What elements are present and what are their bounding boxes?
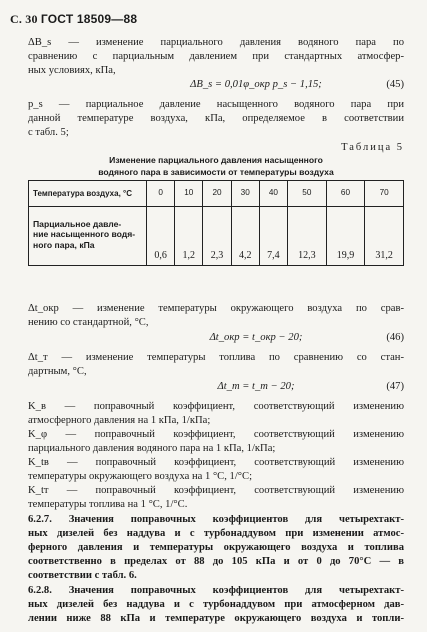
text-line: 6.2.8. Значения поправочных коэффициентов для четырехтакт- <box>28 585 404 596</box>
text-line: K_tт — поправочный коэффициент, соответствующий изменению <box>28 484 404 496</box>
table-row-pressure <box>29 207 404 266</box>
temp-cell: 60 <box>326 181 365 207</box>
pressure-cell: 31,2 <box>365 207 404 266</box>
row-label-line: ние насыщенного водя- <box>33 229 136 240</box>
coefficient-definitions <box>28 400 404 512</box>
text-line: K_tв — поправочный коэффициент, соответствующий изменению <box>28 456 404 468</box>
text-line: ферного давления и температуры окружающего воздуха и топлива <box>28 541 404 553</box>
text-line: температуры топлива на 1 °С, 1/°С. <box>28 498 188 510</box>
caption-line: водяного пара в зависимости от температуры воздуха <box>98 166 334 177</box>
text-line: K_φ — поправочный коэффициент, соответствующий изменению <box>28 428 404 440</box>
text-line: p_s — парциальное давление насыщенного водяного пара при <box>28 99 404 110</box>
table-row-temperature <box>29 181 404 207</box>
text-line: ных дизелей без наддува и с турбонаддувом при атмосферном дав- <box>28 598 404 610</box>
temp-cell: 0 <box>147 181 175 207</box>
text-line: ных условиях, кПа, <box>28 64 116 76</box>
equation-47 <box>28 380 404 396</box>
text-line: ΔB_s — изменение парциального давления водяного пара по <box>28 37 404 48</box>
table-5 <box>28 141 404 321</box>
pressure-cell: 19,9 <box>326 207 365 266</box>
ps-definition <box>28 98 404 140</box>
paragraph-6-2-7 <box>28 513 404 583</box>
text-line: данной температуре воздуха, кПа, определяемое в соответствии <box>28 112 404 124</box>
text-line: K_в — поправочный коэффициент, соответствующий изменению <box>28 401 404 412</box>
text-line: атмосферного давления на 1 кПа, 1/кПа; <box>28 414 211 426</box>
temp-cell: 40 <box>259 181 287 207</box>
pressure-cell: 2,3 <box>203 207 231 266</box>
text-line: нению со стандартной, °С, <box>28 316 149 328</box>
text-line: Δt_т — изменение температуры топлива по сравнению со стан- <box>28 352 404 363</box>
pressure-cell: 12,3 <box>288 207 327 266</box>
text-line: Δt_окр — изменение температуры окружающего воздуха по срав- <box>28 303 404 314</box>
standard-code: ГОСТ 18509—88 <box>40 12 138 26</box>
delta-b-definition <box>28 36 404 78</box>
equation-45 <box>28 78 404 94</box>
temp-cell: 10 <box>175 181 203 207</box>
row-label-line: Парциальное давле- <box>33 219 122 230</box>
text-line: соответствии с табл. 6. <box>28 569 137 581</box>
equation-number: (46) <box>386 332 404 343</box>
text-line: парциального давления водяного пара на 1 кПа, 1/кПа; <box>28 442 276 454</box>
pressure-cell: 1,2 <box>175 207 203 266</box>
pressure-cell: 4,2 <box>231 207 259 266</box>
paragraph-6-2-8 <box>28 584 404 626</box>
table-caption <box>28 155 404 178</box>
text-line: лении ниже 88 кПа и температуре окружающего воздуха и топли- <box>28 612 404 624</box>
equation-46 <box>28 331 404 347</box>
pressure-cell: 7,4 <box>259 207 287 266</box>
row-label <box>29 207 147 266</box>
equation-expression: Δt_окр = t_окр − 20; <box>209 332 303 343</box>
text-line: с табл. 5; <box>28 126 69 138</box>
temp-cell: 70 <box>365 181 404 207</box>
delta-t-t-definition <box>28 351 404 379</box>
table-label: Таблица 5 <box>341 142 404 153</box>
page-header <box>10 12 137 28</box>
text-line: сравнению с парциальным давлением при стандартных атмосфер- <box>28 50 404 62</box>
data-table <box>28 180 404 266</box>
temp-cell: 50 <box>288 181 327 207</box>
text-line: соответственно в пределах от 88 до 105 кПа и от 0 до 70°С — в <box>28 555 404 567</box>
temp-cell: 20 <box>203 181 231 207</box>
text-line: дартным, °С, <box>28 365 87 377</box>
temp-cell: 30 <box>231 181 259 207</box>
equation-expression: Δt_т = t_т − 20; <box>217 381 295 392</box>
page-number: С. 30 <box>10 12 38 26</box>
text-line: ных дизелей без наддува и с турбонаддувом при изменении атмос- <box>28 527 404 539</box>
text-line: температуры окружающего воздуха на 1 °С, 1/°С; <box>28 470 253 482</box>
row-label: Температура воздуха, °С <box>29 181 147 207</box>
equation-number: (47) <box>386 381 404 392</box>
pressure-cell: 0,6 <box>147 207 175 266</box>
equation-expression: ΔB_s = 0,01φ_окр p_s − 1,15; <box>190 79 322 90</box>
caption-line: Изменение парциального давления насыщенного <box>109 155 323 165</box>
equation-number: (45) <box>386 79 404 90</box>
delta-t-okr-definition <box>28 302 404 330</box>
text-line: 6.2.7. Значения поправочных коэффициентов для четырехтакт- <box>28 514 404 525</box>
row-label-line: ного пара, кПа <box>33 239 95 250</box>
